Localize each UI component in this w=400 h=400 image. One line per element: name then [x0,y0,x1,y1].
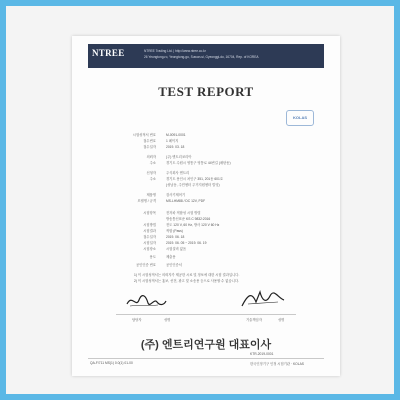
field-value: 경기도 수원시 영통구 영통로 44번길 (매탄동) [166,161,231,165]
header-line-2: 26 Yeongtong-ro, Yeongtong-gu, Suwon-si, Gyeonggi-do, 16704, Rep. of KOREA [144,55,259,59]
report-field-row [120,228,183,233]
field-value: 공인인증서 [166,263,182,267]
report-number-footer: KTR-2019-0001 [250,352,274,356]
report-field-row [120,240,206,245]
signature-label-2: 성명 [164,318,171,322]
field-value: 전자파 적합성 시험 방법 [166,211,201,215]
field-label: 주소 [149,177,156,181]
field-label: 의뢰자 [146,155,156,159]
signature-label-3: 기술책임자 [246,318,262,322]
field-value: 2019. 03. 18 [166,145,185,149]
note-1: 1) 이 시험성적서는 의뢰자가 제공한 시료 및 정보에 대한 시험 결과입니다. [134,273,240,277]
field-label: 시험결과 [143,229,156,233]
field-value: 제출용 [166,255,176,259]
field-label: 접수번호 [143,139,156,143]
field-value: (성남동, 주민센터 주거지원센터 빌딩) [166,183,220,187]
test-report-document [72,36,340,376]
report-field-row [120,138,178,143]
report-field-row [120,222,219,227]
note-2: 2) 이 시험성적서는 홍보, 선전, 광고 및 소송용 등으로 사용할 수 없습니다. [134,279,239,283]
field-label: 모델명 / 규격 [137,199,156,203]
company-name: (주) 엔트리연구원 대표이사 [140,339,272,351]
report-field-row [120,182,220,187]
report-field-row [120,246,186,251]
header-line-1: NTREE Trading Ltd. | http://www.ntree.co.kr [144,49,206,53]
report-title: TEST REPORT [158,84,254,99]
report-field-row [120,262,182,267]
accreditation-seal-icon [286,110,314,126]
field-label: 공인인증 번호 [135,263,156,267]
tester-signature [124,292,168,310]
field-label: 시험장소 [143,247,156,251]
report-field-row [120,160,231,165]
field-value: 방송통신표준 KS C 9832:2016 [166,217,211,221]
report-field-row [120,234,184,239]
field-value: (주) 엔트리코리아 [166,155,192,159]
field-value: 전도 120 V, 60 Hz, 방사 120 V 60 Hz [166,223,220,227]
field-value: 2019. 06. 05 ~ 2019. 06. 19 [166,241,207,245]
technical-manager-signature [238,288,286,310]
field-label: 접수일자 [143,145,156,149]
field-value: MS-LHM88 / DC 12V, PDF [166,199,206,203]
field-label: 접수일자 [143,235,156,239]
page-frame [6,6,394,394]
footer-left: QA-F/711 MS(1) 0.0(1) 01-00 [90,361,133,365]
report-field-row [120,154,191,159]
footer-divider [88,358,324,359]
field-label: 제품명 [146,193,156,197]
field-value: 적합 (Pass) [166,229,183,233]
report-field-row [120,254,176,259]
field-label: 시험방법 [143,223,156,227]
report-field-row [120,198,205,203]
ntree-logo: NTREE [92,48,125,58]
report-field-row [120,192,185,197]
field-value: 1 페이지 [166,139,179,143]
field-label: 주소 [149,161,156,165]
field-value: 2019. 06. 18 [166,235,185,239]
field-value: 시험설비 없음 [166,247,187,251]
field-label: 용도 [149,255,156,259]
field-value: M-0091-0001 [166,133,186,137]
field-label: 시험일자 [143,241,156,245]
field-label: 시험항목 [143,211,156,215]
field-label: 신청자 [146,171,156,175]
report-field-row [120,176,223,181]
footer-right: 한국인정기구 인정 시험기관 · KOLAS [250,362,304,366]
seal-label: KOLAS [293,115,307,120]
report-field-row [120,210,201,215]
field-label: 시험성적서 번호 [132,133,156,137]
signature-label-4: 성명 [278,318,285,322]
report-field-row [120,144,184,149]
signature-label-1: 담당자 [132,318,142,322]
report-field-row [120,216,210,221]
field-value: 경기도 용인시 처인구 351, 201동 601호 [166,177,224,181]
field-value: 검사기제어기 [166,193,186,197]
company-header [88,44,324,68]
report-field-row [120,170,189,175]
field-value: 주식회사 엔트리 [166,171,190,175]
report-field-row [120,132,186,137]
signature-divider [116,314,296,315]
